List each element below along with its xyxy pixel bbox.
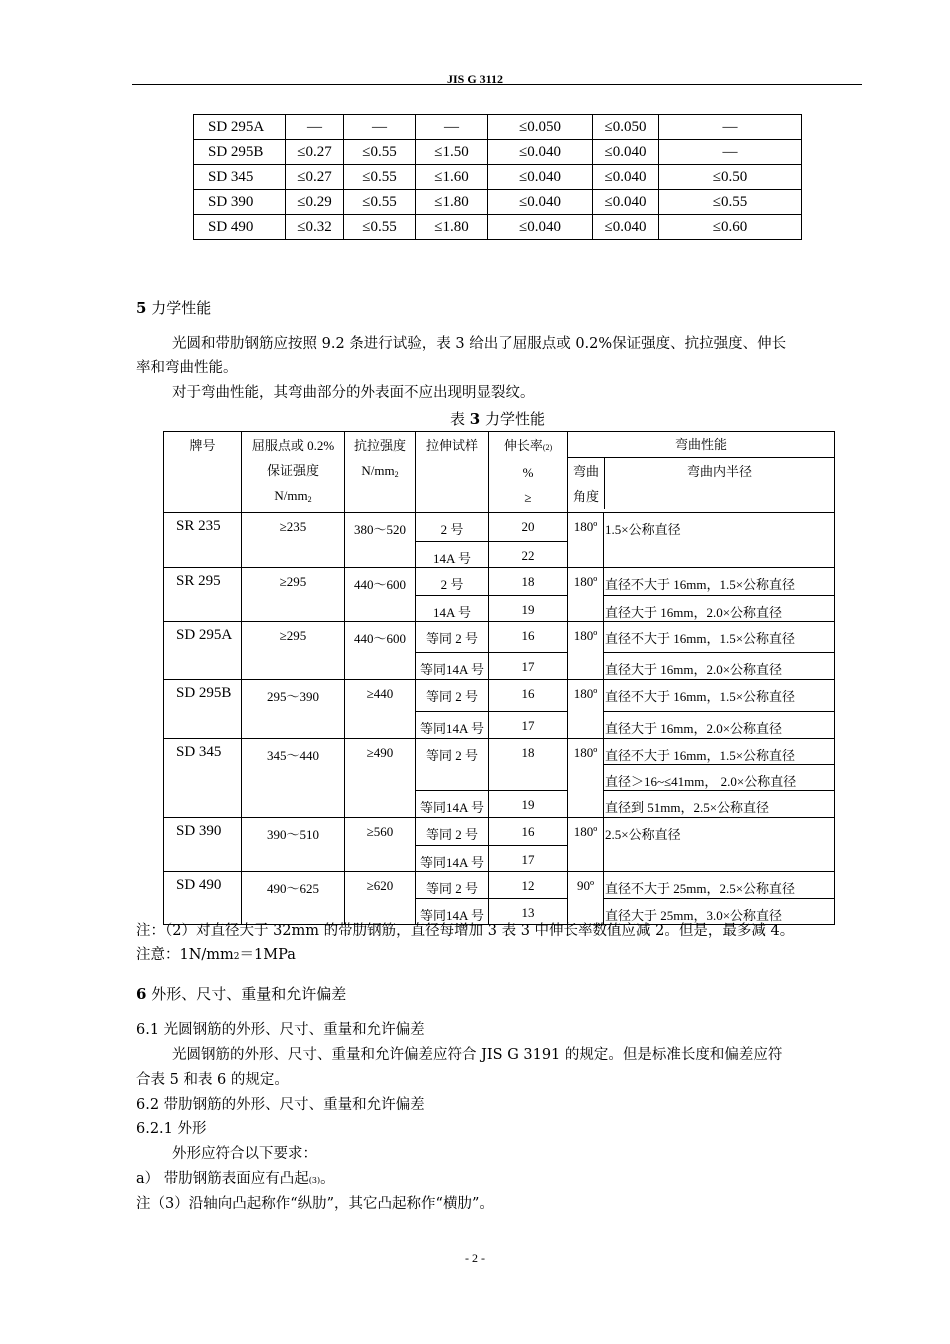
table-row [164, 568, 835, 596]
tensile-cell: 440～600 [345, 622, 416, 680]
value-cell: ≤0.27 [286, 140, 344, 165]
yield-cell: ≥235 [242, 513, 345, 568]
table-row [164, 872, 835, 899]
table-row [194, 165, 802, 190]
note-3: 注（3）沿轴向凸起称作“纵肋”，其它凸起称作“横肋”。 [136, 1196, 494, 1212]
value-cell: ≤0.50 [659, 165, 802, 190]
yield-cell: ≥295 [242, 622, 345, 680]
elongation-cell: 12 [489, 872, 568, 899]
section-6-heading: 6 外形、尺寸、重量和允许偏差 [136, 985, 347, 1003]
bend-radius-cell: 直径到 51mm，2.5×公称直径 [604, 791, 835, 818]
elongation-cell: 17 [489, 653, 568, 680]
value-cell: ≤0.55 [344, 215, 416, 240]
mechanical-properties-table [163, 431, 835, 925]
tensile-cell: ≥440 [345, 680, 416, 739]
specimen-cell: 等同14A 号 [416, 791, 489, 818]
value-cell: ≤0.60 [659, 215, 802, 240]
specimen-cell: 等同14A 号 [416, 899, 489, 925]
grade-cell: SD 490 [194, 215, 286, 240]
yield-cell: 295～390 [242, 680, 345, 739]
table-row [194, 115, 802, 140]
grade-cell: SD 390 [164, 818, 242, 872]
specimen-cell: 等同14A 号 [416, 846, 489, 872]
value-cell: ≤0.040 [593, 140, 659, 165]
value-cell: ≤0.55 [344, 190, 416, 215]
tensile-cell: 440～600 [345, 568, 416, 622]
value-cell: ≤0.27 [286, 165, 344, 190]
value-cell: ≤0.55 [344, 165, 416, 190]
table-header-row [164, 432, 835, 513]
yield-cell: 345～440 [242, 739, 345, 818]
section-6-2-heading: 6.2 带肋钢筋的外形、尺寸、重量和允许偏差 [136, 1097, 425, 1113]
section-6-2-1-paragraph: 外形应符合以下要求： [172, 1146, 317, 1162]
elongation-cell: 18 [489, 739, 568, 791]
tensile-cell: ≥490 [345, 739, 416, 818]
bend-angle-cell: 180º [568, 680, 604, 739]
tensile-cell: 380～520 [345, 513, 416, 568]
grade-cell: SD 295A [194, 115, 286, 140]
specimen-cell: 2 号 [416, 568, 489, 596]
grade-cell: SR 235 [164, 513, 242, 568]
yield-cell: 490～625 [242, 872, 345, 925]
tensile-cell: ≥620 [345, 872, 416, 925]
bend-angle-cell: 180º [568, 568, 604, 622]
value-cell: ≤0.040 [593, 190, 659, 215]
value-cell: ≤0.040 [488, 140, 593, 165]
bend-radius-cell: 直径大于 16mm，2.0×公称直径 [604, 712, 835, 739]
elongation-cell: 16 [489, 818, 568, 846]
section-6-1-paragraph-line1: 光圆钢筋的外形、尺寸、重量和允许偏差应符合 JIS G 3191 的规定。但是标准长度和偏差应符 [172, 1047, 783, 1063]
elongation-cell: 18 [489, 568, 568, 596]
section-5-heading: 5 力学性能 [136, 299, 212, 317]
bend-angle-cell: 90º [568, 872, 604, 925]
specimen-cell: 等同 2 号 [416, 739, 489, 791]
table-row [164, 622, 835, 653]
specimen-cell: 等同 2 号 [416, 872, 489, 899]
elongation-cell: 16 [489, 622, 568, 653]
elongation-cell: 13 [489, 899, 568, 925]
value-cell: ≤0.040 [488, 215, 593, 240]
value-cell: ≤0.040 [488, 190, 593, 215]
bend-radius-cell: 直径不大于 16mm，1.5×公称直径 [604, 568, 835, 596]
value-cell: — [344, 115, 416, 140]
bend-radius-cell: 直径大于 16mm，2.0×公称直径 [604, 653, 835, 680]
running-header: JIS G 3112 [446, 72, 503, 86]
value-cell: ≤0.29 [286, 190, 344, 215]
value-cell: — [286, 115, 344, 140]
grade-cell: SR 295 [164, 568, 242, 622]
table-3-caption: 表 3 力学性能 [450, 410, 545, 428]
elongation-cell: 16 [489, 680, 568, 712]
value-cell: ≤1.50 [416, 140, 488, 165]
specimen-cell: 等同 2 号 [416, 818, 489, 846]
bend-radius-cell: 直径不大于 25mm，2.5×公称直径 [604, 872, 835, 899]
specimen-cell: 等同14A 号 [416, 653, 489, 680]
table-row [164, 818, 835, 846]
value-cell: ≤0.040 [593, 215, 659, 240]
value-cell: ≤0.050 [488, 115, 593, 140]
value-cell: ≤0.040 [593, 165, 659, 190]
yield-cell: 390～510 [242, 818, 345, 872]
header-yield: 屈服点或 0.2% 保证强度 N/mm2 [242, 432, 345, 513]
specimen-cell: 等同 2 号 [416, 680, 489, 712]
note-2: 注：（2）对直径大于 32mm 的带肋钢筋，直径每增加 3 表 3 中伸长率数值应减 2。但是，最多减 4。 [136, 923, 795, 939]
section-5-paragraph-line1: 光圆和带肋钢筋应按照 9.2 条进行试验，表 3 给出了屈服点或 0.2%保证强度、抗拉强度、伸长 [172, 336, 787, 352]
table-row [164, 680, 835, 712]
specimen-cell: 14A 号 [416, 542, 489, 568]
header-tensile: 抗拉强度 N/mm2 [345, 432, 416, 513]
value-cell: ≤0.55 [344, 140, 416, 165]
grade-cell: SD 295A [164, 622, 242, 680]
elongation-cell: 19 [489, 791, 568, 818]
specimen-cell: 等同 2 号 [416, 622, 489, 653]
bend-radius-cell [604, 846, 835, 872]
grade-cell: SD 390 [194, 190, 286, 215]
value-cell: ≤1.80 [416, 190, 488, 215]
list-item-a: a） 带肋钢筋表面应有凸起(3)。 [136, 1171, 335, 1187]
table-row [194, 190, 802, 215]
section-6-2-1-heading: 6.2.1 外形 [136, 1121, 207, 1137]
bend-radius-cell [604, 542, 835, 568]
table-row [164, 513, 835, 542]
tensile-cell: ≥560 [345, 818, 416, 872]
header-rule [132, 84, 862, 85]
value-cell: ≤0.55 [659, 190, 802, 215]
section-5-paragraph-line2: 率和弯曲性能。 [136, 360, 238, 376]
header-bend: 弯曲性能 弯曲 角度 弯曲内半径 [568, 432, 835, 513]
elongation-cell: 22 [489, 542, 568, 568]
value-cell: — [659, 140, 802, 165]
specimen-cell: 等同14A 号 [416, 712, 489, 739]
grade-cell: SD 295B [164, 680, 242, 739]
elongation-cell: 17 [489, 846, 568, 872]
bend-angle-cell: 180º [568, 818, 604, 872]
note-unit: 注意：1N/mm2＝1MPa [136, 947, 296, 963]
elongation-cell: 19 [489, 596, 568, 622]
bend-radius-cell: 直径不大于 16mm，1.5×公称直径 [604, 680, 835, 712]
value-cell: ≤1.60 [416, 165, 488, 190]
bend-radius-cell: 1.5×公称直径 [604, 513, 835, 542]
header-elongation: 伸长率(2) % ≥ [489, 432, 568, 513]
specimen-cell: 14A 号 [416, 596, 489, 622]
value-cell: ≤0.32 [286, 215, 344, 240]
grade-cell: SD 490 [164, 872, 242, 925]
yield-cell: ≥295 [242, 568, 345, 622]
section-5-paragraph-2: 对于弯曲性能，其弯曲部分的外表面不应出现明显裂纹。 [172, 385, 535, 401]
bend-radius-cell: 直径大于 25mm，3.0×公称直径 [604, 899, 835, 925]
bend-radius-cell: 直径＞16~≤41mm， 2.0×公称直径 [604, 765, 835, 791]
header-specimen: 拉伸试样 [416, 432, 489, 513]
bend-angle-cell: 180º [568, 739, 604, 818]
specimen-cell: 2 号 [416, 513, 489, 542]
value-cell: — [416, 115, 488, 140]
grade-cell: SD 345 [164, 739, 242, 818]
grade-cell: SD 295B [194, 140, 286, 165]
bend-angle-cell: 180º [568, 622, 604, 680]
value-cell: ≤1.80 [416, 215, 488, 240]
bend-radius-cell: 直径不大于 16mm，1.5×公称直径 [604, 739, 835, 765]
section-6-1-heading: 6.1 光圆钢筋的外形、尺寸、重量和允许偏差 [136, 1022, 425, 1038]
grade-cell: SD 345 [194, 165, 286, 190]
bend-radius-cell: 2.5×公称直径 [604, 818, 835, 846]
elongation-cell: 20 [489, 513, 568, 542]
bend-radius-cell: 直径不大于 16mm，1.5×公称直径 [604, 622, 835, 653]
table-row [194, 140, 802, 165]
page-number: - 2 - [465, 1251, 485, 1265]
value-cell: ≤0.040 [488, 165, 593, 190]
section-6-1-paragraph-line2: 合表 5 和表 6 的规定。 [136, 1072, 289, 1088]
header-grade: 牌号 [164, 432, 242, 513]
table-row [164, 739, 835, 765]
chemical-composition-table [193, 114, 802, 240]
value-cell: ≤0.050 [593, 115, 659, 140]
bend-radius-cell: 直径大于 16mm，2.0×公称直径 [604, 596, 835, 622]
table-row [194, 215, 802, 240]
elongation-cell: 17 [489, 712, 568, 739]
value-cell: — [659, 115, 802, 140]
bend-angle-cell: 180º [568, 513, 604, 568]
